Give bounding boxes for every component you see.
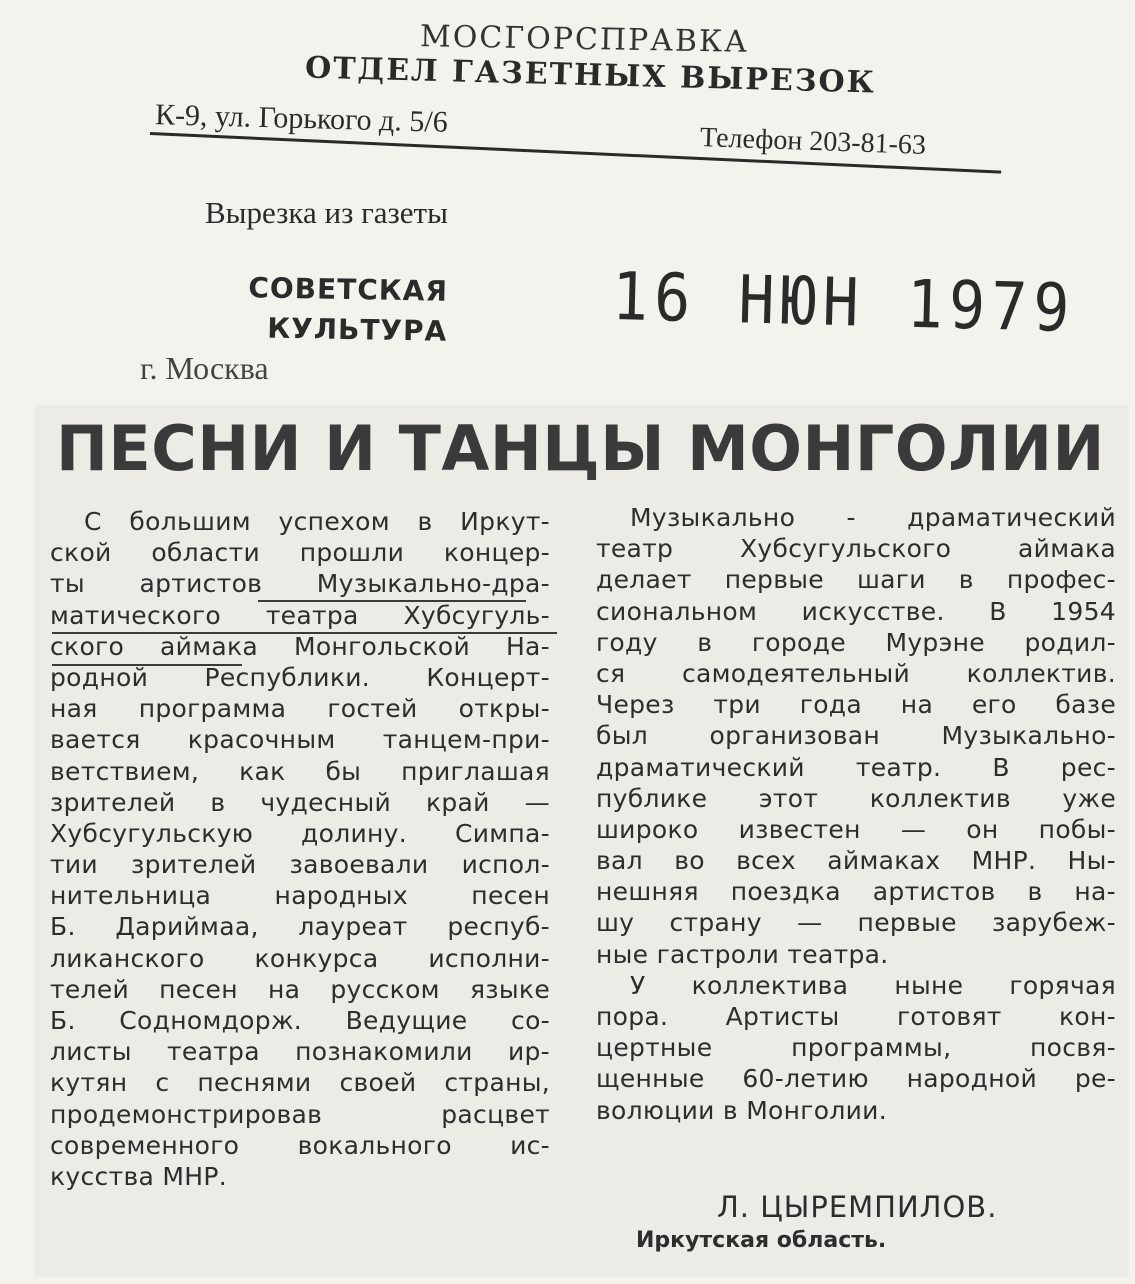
article-line: Б. Содномдорж. Ведущие со- — [50, 1006, 550, 1035]
article-line: ные гастроли театра. — [596, 939, 889, 969]
article-line: ная программа гостей откры- — [50, 694, 550, 724]
pen-underline — [258, 600, 526, 602]
article-line: цертные программы, посвя- — [596, 1033, 1116, 1063]
article-line: ся самодеятельный коллектив. — [596, 658, 1116, 688]
article-line: листы театра познакомили ир- — [50, 1037, 550, 1067]
date-stamp: 16 НЮН 1979 — [611, 258, 1077, 348]
pen-underline — [52, 632, 557, 634]
article-line: тии зрителей завоевали испол- — [50, 850, 550, 880]
article-line: пора. Артисты готовят кон- — [596, 1002, 1116, 1031]
pen-underline — [52, 664, 242, 666]
newspaper-name-line1: СОВЕТСКАЯ — [248, 271, 449, 308]
article-line: делает первые шаги в профес- — [596, 565, 1116, 595]
article-line: матического театра Хубсугуль- — [50, 600, 550, 630]
article-line: Хубсугульскую долину. Симпа- — [50, 818, 550, 848]
article-line: ского аймака Монгольской На- — [50, 631, 550, 661]
article-line: нешняя поездка артистов в на- — [596, 877, 1116, 907]
article-line: нительница народных песен — [50, 881, 550, 911]
agency-name: МОСГОРСПРАВКА — [419, 19, 750, 60]
article-line: вается красочным танцем-при- — [50, 725, 550, 755]
article-line: театр Хубсугульского аймака — [596, 534, 1116, 564]
article-line: ской области прошли концер- — [50, 538, 550, 568]
article-line: публике этот коллектив уже — [596, 783, 1116, 813]
article-line: широко известен — он побы- — [596, 814, 1116, 844]
article-line: сиональном искусстве. В 1954 — [596, 596, 1116, 626]
article-column-left — [50, 506, 550, 1192]
article-line: Через три года на его базе — [596, 690, 1116, 720]
article-line: ликанского конкурса исполни- — [50, 943, 550, 973]
article-line: щенные 60-летию народной ре- — [596, 1064, 1116, 1094]
article-line: кусства МНР. — [50, 1161, 227, 1191]
department-name: ОТДЕЛ ГАЗЕТНЫХ ВЫРЕЗОК — [304, 50, 877, 101]
agency-address: К-9, ул. Горького д. 5/6 — [154, 98, 449, 139]
newspaper-name-line2: КУЛЬТУРА — [267, 311, 448, 348]
article-line: ветствием, как бы приглашая — [50, 756, 550, 786]
article-region: Иркутская область. — [636, 1228, 887, 1253]
clipping-source-label: Вырезка из газеты — [205, 195, 448, 230]
article-line: Музыкально - драматический — [630, 503, 1116, 532]
article-line: шу страну — первые зарубеж- — [596, 908, 1116, 938]
article-line: драматический театр. В рес- — [596, 752, 1116, 782]
newspaper-city: г. Москва — [140, 350, 269, 386]
article-line: У коллектива ныне горячая — [630, 970, 1116, 1000]
article-line: вал во всех аймаках МНР. Ны- — [596, 846, 1116, 876]
article-line: продемонстрировав расцвет — [50, 1099, 550, 1129]
newspaper-name — [247, 268, 448, 351]
article-author: Л. ЦЫРЕМПИЛОВ. — [717, 1190, 998, 1224]
article-line: был организован Музыкально- — [596, 721, 1116, 751]
article-line: С большим успехом в Иркут- — [84, 507, 550, 536]
article-line: зрителей в чудесный край — — [50, 787, 550, 817]
article-line: году в городе Мурэне родил- — [596, 627, 1116, 657]
article-line: Б. Дариймаа, лауреат респуб- — [50, 912, 550, 942]
article-line: телей песен на русском языке — [50, 974, 550, 1004]
article-headline: ПЕСНИ И ТАНЦЫ МОНГОЛИИ — [56, 412, 1105, 485]
article-column-right — [596, 502, 1116, 1126]
article-line: кутян с песнями своей страны, — [50, 1068, 550, 1098]
article-line: современного вокального ис- — [50, 1130, 550, 1160]
article-line: ты артистов Музыкально-дра- — [50, 569, 550, 599]
article-line: родной Республики. Концерт- — [50, 662, 550, 692]
agency-phone: Телефон 203-81-63 — [699, 122, 927, 161]
article-line: волюции в Монголии. — [596, 1095, 887, 1125]
